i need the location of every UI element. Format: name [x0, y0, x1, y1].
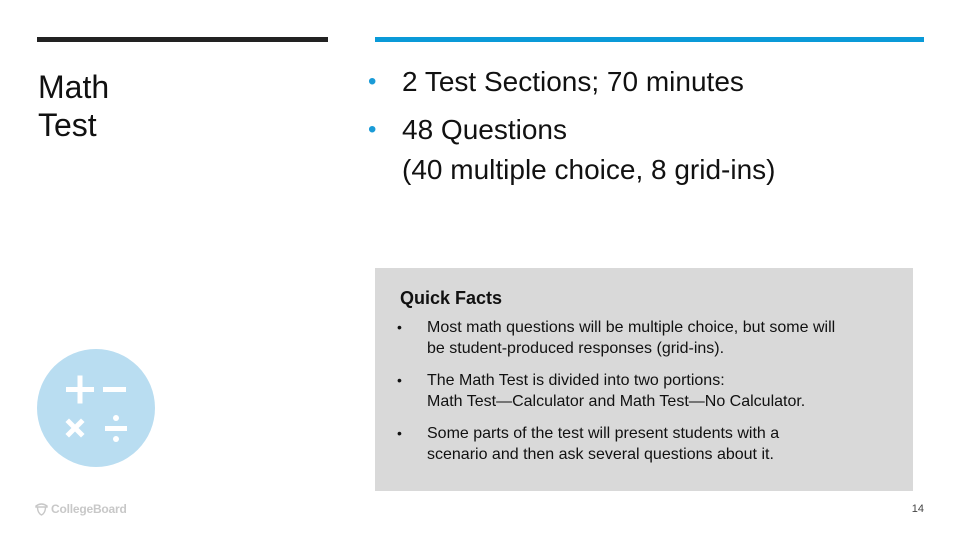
math-operators-icon: [37, 349, 155, 467]
bullet-marker: •: [368, 68, 377, 95]
bullet-marker: •: [397, 319, 402, 335]
main-bullet-list: [368, 62, 928, 190]
quick-facts-list: [397, 317, 897, 465]
quick-fact-item: [397, 423, 897, 465]
quick-fact-text: Most math questions will be multiple choice, but some will be student-produced responses (grid-ins).: [427, 319, 836, 357]
page-number: 14: [911, 503, 924, 515]
main-bullet-item: [368, 110, 928, 190]
title-divider-dark: [37, 37, 328, 42]
content-divider-blue: [375, 37, 924, 42]
quick-facts-heading: Quick Facts: [400, 288, 503, 308]
bullet-marker: •: [397, 425, 402, 441]
bullet-marker: •: [397, 372, 402, 388]
icon-circle: [37, 349, 155, 467]
quick-fact-item: [397, 317, 897, 359]
quick-fact-text: Some parts of the test will present students with a scenario and then ask several questions about it.: [427, 425, 780, 463]
logo-text: CollegeBoard: [51, 502, 127, 516]
main-bullet-item: [368, 62, 928, 102]
slide-title: Math Test: [38, 69, 110, 143]
bullet-text: 2 Test Sections; 70 minutes: [402, 66, 744, 97]
quick-fact-item: [397, 370, 897, 412]
college-board-logo: [35, 502, 127, 516]
quick-facts-box: [375, 268, 913, 491]
quick-fact-text: The Math Test is divided into two portions: Math Test—Calculator and Math Test—No Calculator.: [427, 372, 806, 410]
bullet-marker: •: [368, 116, 377, 143]
bullet-text: 48 Questions (40 multiple choice, 8 grid-ins): [402, 114, 776, 185]
acorn-icon: [35, 502, 48, 516]
